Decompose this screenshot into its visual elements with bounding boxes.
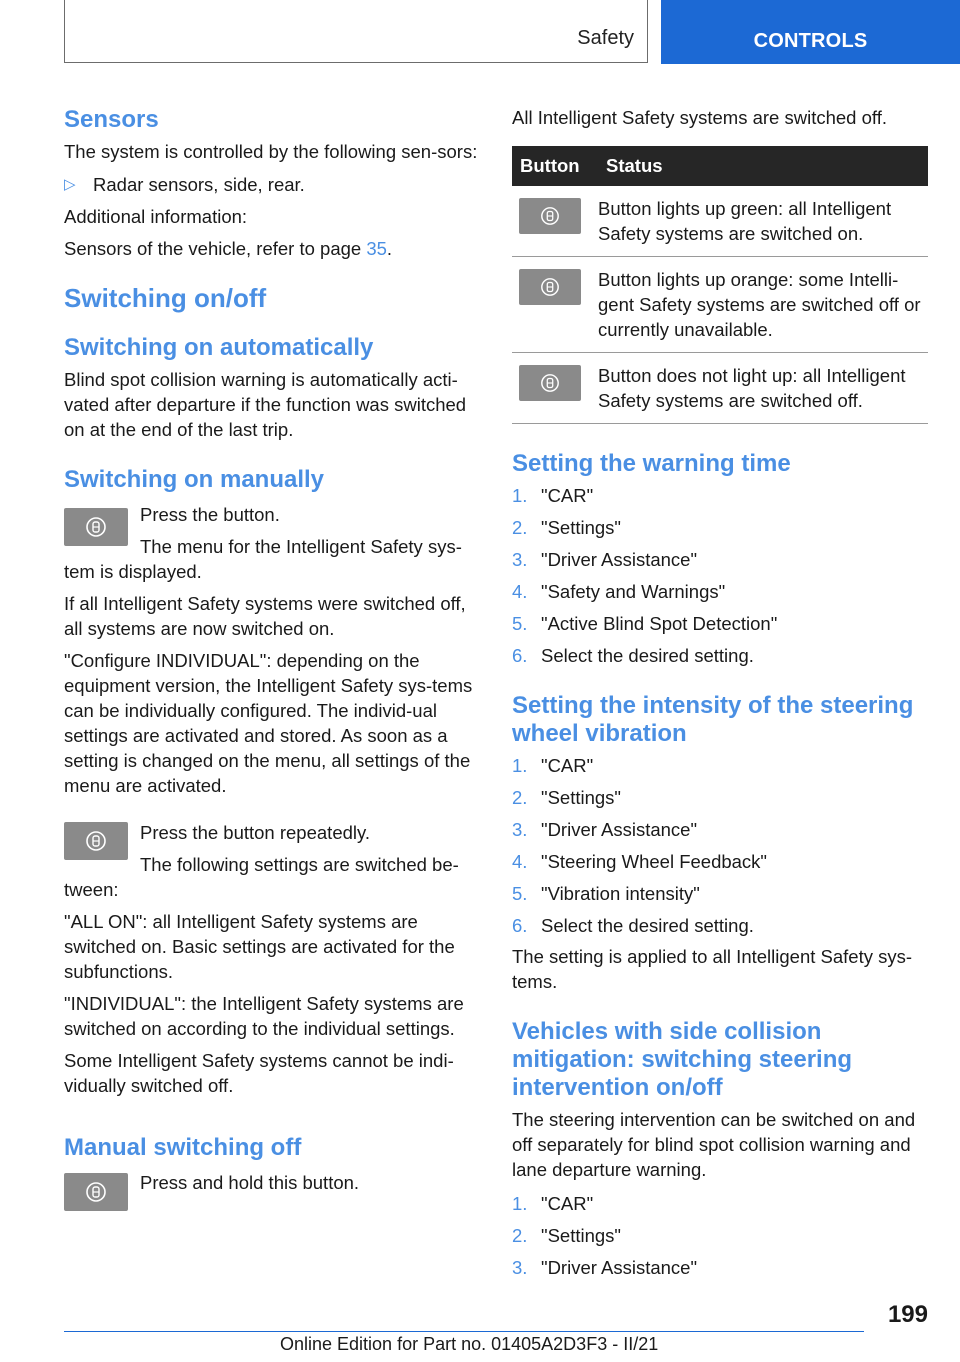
- list-item: 3. "Driver Assistance": [512, 1257, 698, 1278]
- list-item: 6. Select the desired setting.: [512, 915, 754, 936]
- chapter-tab[interactable]: [661, 0, 960, 64]
- list-item: 1. "CAR": [512, 755, 594, 776]
- table-row: [512, 257, 928, 353]
- sensors-text: The system is controlled by the following sen-sors:: [64, 141, 478, 162]
- warning-time-heading: Setting the warning time: [512, 450, 791, 477]
- section-title: Safety: [577, 27, 634, 49]
- bullet-triangle-icon: ▷: [64, 176, 76, 193]
- side-collision-heading: Vehicles with side collision mitigation: switching steering intervention on/off: [512, 1018, 853, 1101]
- manual-press: Press the button.: [140, 504, 280, 525]
- all-off-text: All Intelligent Safety systems are switched off.: [512, 107, 887, 128]
- repeat-following-line1: The following settings are switched be-: [140, 854, 459, 875]
- page-number: 199: [887, 1301, 928, 1328]
- table-cell-status: Button lights up orange: some Intelli-gent Safety systems are switched off or currently unavailable.: [598, 257, 928, 353]
- safety-button-icon: [519, 269, 581, 305]
- left-column: [64, 100, 480, 1195]
- list-item: 5. "Vibration intensity": [512, 883, 700, 904]
- manual-off-press: Press and hold this button.: [140, 1172, 360, 1193]
- status-table: [512, 146, 928, 424]
- footer-edition: Online Edition for Part no. 01405A2D3F3 - II/21: [280, 1334, 659, 1354]
- manual-heading: Switching on manually: [64, 466, 325, 493]
- table-header-row: [512, 146, 928, 186]
- cannot-off-text: Some Intelligent Safety systems cannot be indi-vidually switched off.: [64, 1050, 454, 1096]
- list-item: 4. "Safety and Warnings": [512, 581, 726, 602]
- list-item: 3. "Driver Assistance": [512, 819, 698, 840]
- warning-time-list: [512, 480, 928, 672]
- auto-text: Blind spot collision warning is automatically acti-vated after departure if the function was switched on at the end of the last trip.: [64, 369, 467, 440]
- individual-text: "INDIVIDUAL": the Intelligent Safety systems are switched on according to the individual settings.: [64, 993, 464, 1039]
- list-item: 5. "Active Blind Spot Detection": [512, 613, 778, 634]
- list-item: 4. "Steering Wheel Feedback": [512, 851, 768, 872]
- side-collision-text: The steering intervention can be switched on and off separately for blind spot collision warning and lane departure warning.: [512, 1109, 916, 1180]
- safety-button-icon: [519, 198, 581, 234]
- list-item: 1. "CAR": [512, 485, 594, 506]
- chapter-tab-label: CONTROLS: [753, 30, 868, 52]
- configure-text: "Configure INDIVIDUAL": depending on the equipment version, the Intelligent Safety sys-tems can be individually configured. The individ-ual settings are activated and stored. As soon as a setting is changed on the menu, all settings of the menu are activated.: [64, 650, 473, 796]
- list-item: 1. "CAR": [512, 1193, 594, 1214]
- sensors-bullet: [64, 172, 480, 197]
- sensors-bullet-text: Radar sensors, side, rear.: [93, 174, 305, 195]
- vibration-list: [512, 750, 928, 942]
- manual-menu-line2: tem is displayed.: [64, 561, 202, 582]
- table-header-status: Status: [598, 146, 928, 186]
- side-collision-list: [512, 1188, 928, 1284]
- vibration-heading: Setting the intensity of the steering wheel vibration: [512, 692, 914, 747]
- list-item: 6. Select the desired setting.: [512, 645, 754, 666]
- manual-off-heading: Manual switching off: [64, 1134, 302, 1161]
- table-row: [512, 186, 928, 257]
- vibration-note: The setting is applied to all Intelligent Safety sys-tems.: [512, 946, 913, 992]
- safety-button-icon: [64, 822, 128, 860]
- page-link[interactable]: 35: [366, 238, 387, 259]
- sensors-heading: Sensors: [64, 106, 159, 133]
- list-item: 2. "Settings": [512, 517, 621, 538]
- auto-heading: Switching on automatically: [64, 334, 374, 361]
- table-header-button: Button: [512, 146, 598, 186]
- footer-divider: [64, 1331, 864, 1332]
- table-cell-status: Button lights up green: all Intelligent Safety systems are switched on.: [598, 186, 928, 257]
- switching-heading: Switching on/off: [64, 283, 267, 313]
- list-item: 3. "Driver Assistance": [512, 549, 698, 570]
- manual-menu-line1: The menu for the Intelligent Safety sys-: [140, 536, 462, 557]
- all-on-text: "ALL ON": all Intelligent Safety systems are switched on. Basic settings are activated for the subfunctions.: [64, 911, 455, 982]
- right-column: [512, 100, 928, 1284]
- safety-button-icon: [64, 508, 128, 546]
- manual-off-button-row: [64, 1170, 480, 1195]
- manual-all-off: If all Intelligent Safety systems were switched off, all systems are now switched on.: [64, 593, 466, 639]
- repeat-press: Press the button repeatedly.: [140, 822, 371, 843]
- manual-button-row: [64, 502, 480, 559]
- table-cell-status: Button does not light up: all Intelligent Safety systems are switched off.: [598, 353, 928, 424]
- table-row: [512, 353, 928, 424]
- list-item: 2. "Settings": [512, 787, 621, 808]
- header-section-box: [64, 0, 648, 63]
- safety-button-icon: [64, 1173, 128, 1211]
- repeat-following-line2: tween:: [64, 879, 119, 900]
- repeat-button-row: [64, 820, 480, 877]
- additional-info: Additional information:: [64, 206, 248, 227]
- sensors-reference: Sensors of the vehicle, refer to page 35.: [64, 238, 393, 259]
- safety-button-icon: [519, 365, 581, 401]
- list-item: 2. "Settings": [512, 1225, 621, 1246]
